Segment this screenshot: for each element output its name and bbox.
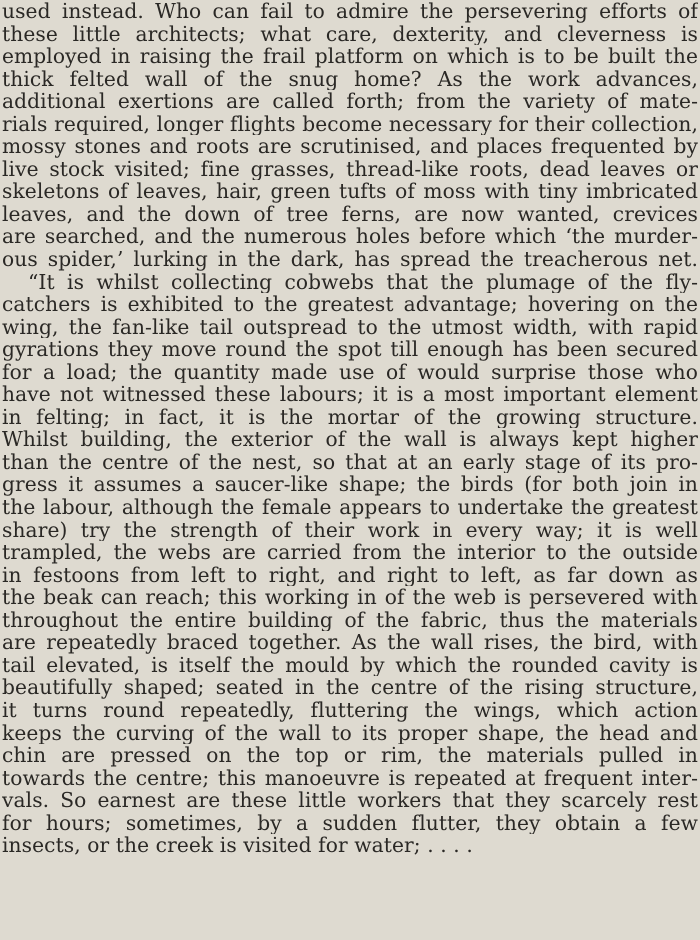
text-line: keeps the curving of the wall to its proper shape, the head and (2, 721, 698, 745)
text-line: live stock visited; fine grasses, thread-like roots, dead leaves or (2, 157, 698, 181)
text-line: for a load; the quantity made use of would surprise those who (2, 360, 698, 384)
text-line: additional exertions are called forth; from the variety of mate- (2, 90, 698, 113)
text-line: gyrations they move round the spot till enough has been secured (2, 338, 698, 361)
text-line: these little architects; what care, dexterity, and cleverness is (2, 22, 698, 46)
text-line: rials required, longer flights become necessary for their collection, (2, 112, 698, 136)
text-line: have not witnessed these labours; it is a most important element (2, 383, 698, 406)
text-line: wing, the fan-like tail outspread to the utmost width, with rapid (2, 315, 698, 339)
text-line: in felting; in fact, it is the mortar of the growing structure. (2, 405, 698, 429)
text-line: tail elevated, is itself the mould by which the rounded cavity is (2, 653, 698, 677)
text-line: than the centre of the nest, so that at an early stage of its pro- (2, 450, 698, 474)
text-line: share) try the strength of their work in every way; it is well (2, 518, 698, 542)
text-line: the labour, although the female appears to undertake the greatest (2, 496, 698, 519)
text-line: it turns round repeatedly, fluttering the wings, which action (2, 698, 698, 722)
text-line: catchers is exhibited to the greatest advantage; hovering on the (2, 293, 698, 316)
text-line: employed in raising the frail platform on which is to be built the (2, 45, 698, 68)
text-line: trampled, the webs are carried from the interior to the outside (2, 541, 698, 564)
text-line: throughout the entire building of the fabric, thus the materials (2, 608, 698, 632)
text-line: towards the centre; this manoeuvre is repeated at frequent inter- (2, 766, 698, 790)
text-line: are searched, and the numerous holes before which ‘the murder- (2, 225, 698, 249)
text-line: leaves, and the down of tree ferns, are now wanted, crevices (2, 202, 698, 226)
text-line: chin are pressed on the top or rim, the materials pulled in (2, 744, 698, 767)
text-line: “It is whilst collecting cobwebs that the plumage of the fly- (28, 270, 698, 294)
text-line: Whilst building, the exterior of the wall is always kept higher (2, 428, 698, 451)
text-line: in festoons from left to right, and right to left, as far down as (2, 563, 698, 587)
text-line: skeletons of leaves, hair, green tufts of moss with tiny imbricated (2, 180, 698, 203)
text-line: vals. So earnest are these little workers that they scarcely rest (2, 789, 698, 812)
text-line: ous spider,’ lurking in the dark, has spread the treacherous net. (2, 248, 698, 271)
text-line: used instead. Who can fail to admire the persevering efforts of (2, 0, 698, 23)
text-line: are repeatedly braced together. As the wall rises, the bird, with (2, 631, 698, 654)
text-line: mossy stones and roots are scrutinised, and places frequented by (2, 135, 698, 158)
text-line: the beak can reach; this working in of the web is persevered with (2, 586, 698, 609)
text-line: beautifully shaped; seated in the centre of the rising structure, (2, 676, 698, 699)
text-line: for hours; sometimes, by a sudden flutter, they obtain a few (2, 811, 698, 835)
text-line: gress it assumes a saucer-like shape; the birds (for both join in (2, 473, 698, 497)
paragraph-2 (2, 271, 698, 857)
text-line: insects, or the creek is visited for water; . . . . (2, 834, 473, 857)
paragraph-1 (2, 0, 698, 271)
text-line: thick felted wall of the snug home? As the work advances, (2, 67, 698, 91)
